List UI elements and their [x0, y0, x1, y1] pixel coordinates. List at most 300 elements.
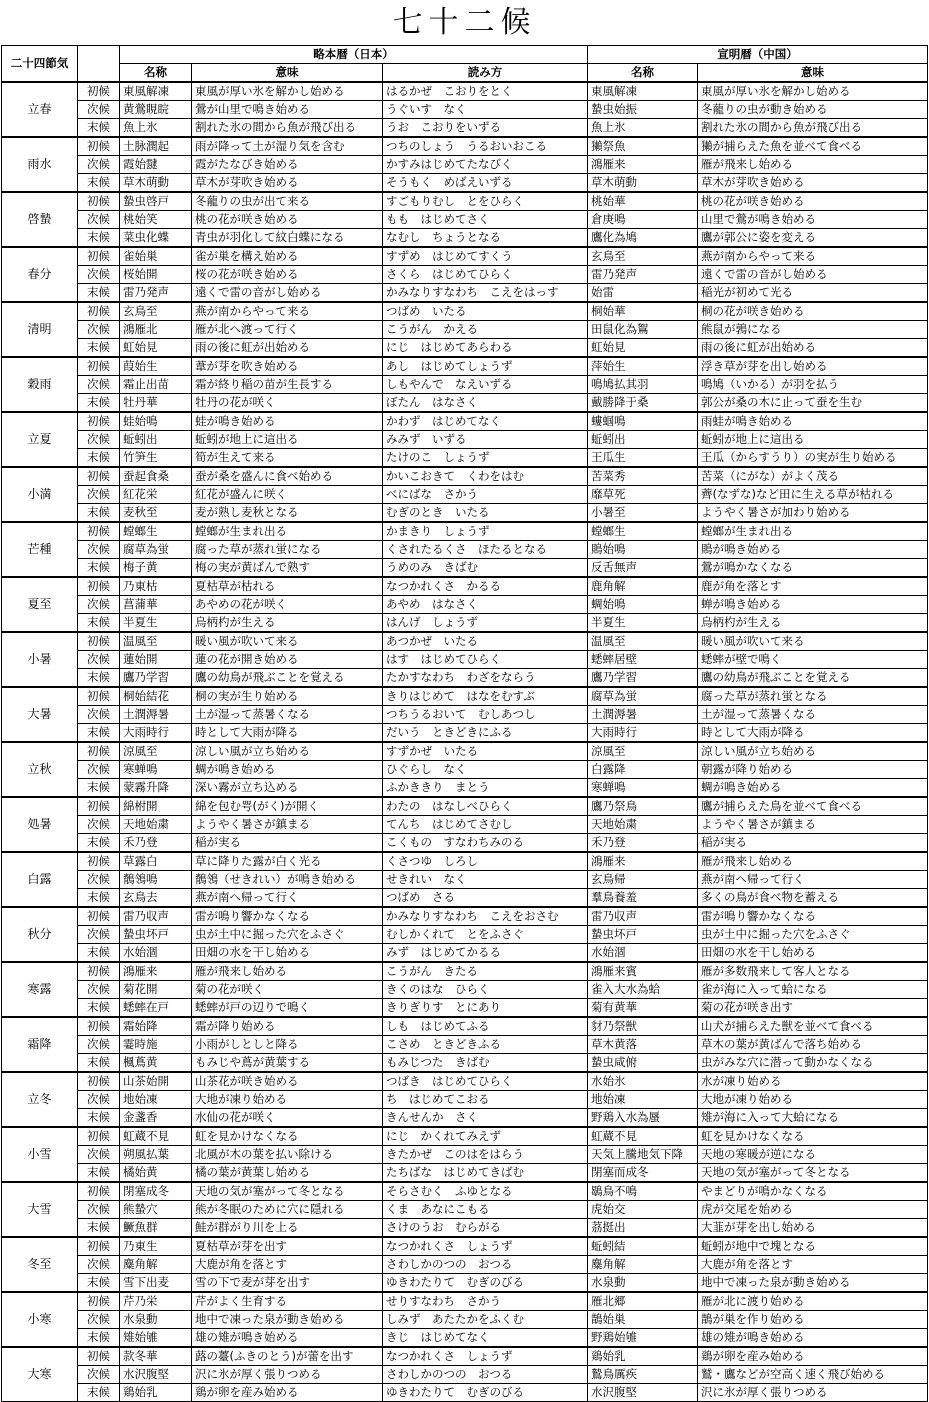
kou-cell: 初候: [78, 797, 120, 816]
sekki-name: 冬至: [2, 1237, 78, 1292]
cn-meaning-cell: 螳螂が生まれ出る: [698, 522, 928, 541]
table-row: [2, 1091, 928, 1109]
jp-meaning-cell: 烏柄杓が生える: [192, 614, 383, 633]
cn-name-cell: 茘挺出: [588, 1219, 698, 1238]
kou-cell: 次候: [78, 981, 120, 999]
table-row: [2, 1329, 928, 1348]
sekki-name: 立冬: [2, 1072, 78, 1127]
sekki-name: 大寒: [2, 1347, 78, 1402]
kou-cell: 初候: [78, 852, 120, 871]
table-row: [2, 1311, 928, 1329]
table-row: [2, 577, 928, 596]
cn-name-cell: 温風至: [588, 632, 698, 651]
cn-name-cell: 倉庚鳴: [588, 211, 698, 229]
table-row: [2, 192, 928, 211]
table-body: [2, 82, 928, 1402]
cn-meaning-cell: 鹿が角を落とす: [698, 577, 928, 596]
jp-name-cell: 乃東枯: [120, 577, 192, 596]
jp-meaning-cell: 筍が生えて来る: [192, 449, 383, 468]
cn-name-cell: 白露降: [588, 761, 698, 779]
cn-name-cell: 涼風至: [588, 742, 698, 761]
kou-cell: 末候: [78, 284, 120, 303]
cn-name-cell: 鹿角解: [588, 577, 698, 596]
table-row: [2, 486, 928, 504]
jp-name-cell: 鴻雁北: [120, 321, 192, 339]
jp-meaning-cell: 雁が北へ渡って行く: [192, 321, 383, 339]
reading-cell: べにばな さかう: [383, 486, 588, 504]
jp-name-cell: 涼風至: [120, 742, 192, 761]
kou-cell: 末候: [78, 559, 120, 578]
jp-meaning-cell: 割れた氷の間から魚が飛び出る: [192, 119, 383, 138]
cn-name-cell: 玄鳥至: [588, 247, 698, 266]
cn-name-cell: 麋角解: [588, 1256, 698, 1274]
jp-meaning-cell: 時として大雨が降る: [192, 724, 383, 743]
table-row: [2, 834, 928, 853]
sekki-name: 雨水: [2, 137, 78, 192]
cn-name-cell: 萍始生: [588, 357, 698, 376]
cn-meaning-cell: 薺(なずな)など田に生える草が枯れる: [698, 486, 928, 504]
cn-name-cell: 螳螂生: [588, 522, 698, 541]
header-cn-name: 名称: [588, 64, 698, 83]
jp-meaning-cell: 夏枯草が芽を出す: [192, 1237, 383, 1256]
reading-cell: つちのしょう うるおいおこる: [383, 137, 588, 156]
jp-name-cell: 蟄虫坏戸: [120, 926, 192, 944]
jp-meaning-cell: 蚯蚓が地上に這出る: [192, 431, 383, 449]
kou-cell: 初候: [78, 247, 120, 266]
jp-name-cell: 鶺鴒鳴: [120, 871, 192, 889]
reading-cell: きりはじめて はなをむすぶ: [383, 687, 588, 706]
table-row: [2, 247, 928, 266]
cn-name-cell: 鴻雁来: [588, 852, 698, 871]
reading-cell: せきれい なく: [383, 871, 588, 889]
cn-name-cell: 腐草為蛍: [588, 687, 698, 706]
jp-meaning-cell: 涼しい風が立ち始める: [192, 742, 383, 761]
kou-cell: 初候: [78, 632, 120, 651]
jp-meaning-cell: 雁が飛来し始める: [192, 962, 383, 981]
cn-meaning-cell: 田畑の水を干し始める: [698, 944, 928, 963]
table-row: [2, 137, 928, 156]
table-row: [2, 541, 928, 559]
kou-cell: 末候: [78, 1329, 120, 1348]
jp-name-cell: 橘始黄: [120, 1164, 192, 1183]
jp-name-cell: 乃東生: [120, 1237, 192, 1256]
kou-cell: 次候: [78, 211, 120, 229]
table-row: [2, 1384, 928, 1402]
jp-name-cell: 霜止出苗: [120, 376, 192, 394]
reading-cell: にじ はじめてあらわる: [383, 339, 588, 358]
cn-name-cell: 東風解凍: [588, 82, 698, 101]
kou-cell: 初候: [78, 302, 120, 321]
jp-meaning-cell: 暖い風が吹いて来る: [192, 632, 383, 651]
cn-meaning-cell: 獺が捕らえた魚を並べて食べる: [698, 137, 928, 156]
table-row: [2, 412, 928, 431]
sekki-name: 芒種: [2, 522, 78, 577]
reading-cell: うお こおりをいずる: [383, 119, 588, 138]
kou-cell: 末候: [78, 229, 120, 248]
jp-name-cell: 霞始靆: [120, 156, 192, 174]
cn-meaning-cell: 燕が南へ帰って行く: [698, 871, 928, 889]
jp-meaning-cell: 螳螂が生まれ出る: [192, 522, 383, 541]
cn-meaning-cell: 雷が鳴り響かなくなる: [698, 907, 928, 926]
cn-name-cell: 虎始交: [588, 1201, 698, 1219]
reading-cell: きくのはな ひらく: [383, 981, 588, 999]
table-row: [2, 852, 928, 871]
jp-name-cell: 牡丹華: [120, 394, 192, 413]
table-row: [2, 761, 928, 779]
cn-name-cell: 蚯蚓結: [588, 1237, 698, 1256]
jp-meaning-cell: 冬蘢りの虫が出て来る: [192, 192, 383, 211]
jp-name-cell: 大雨時行: [120, 724, 192, 743]
jp-meaning-cell: 蚕が桑を盛んに食べ始める: [192, 467, 383, 486]
reading-cell: うめのみ きばむ: [383, 559, 588, 578]
cn-meaning-cell: 蚯蚓が地中で塊となる: [698, 1237, 928, 1256]
reading-cell: だいう ときどきにふる: [383, 724, 588, 743]
cn-meaning-cell: 雁が多数飛来して客人となる: [698, 962, 928, 981]
jp-name-cell: 桐始結花: [120, 687, 192, 706]
kou-cell: 初候: [78, 962, 120, 981]
table-row: [2, 687, 928, 706]
jp-meaning-cell: 虫が土中に掘った穴をふさぐ: [192, 926, 383, 944]
cn-meaning-cell: 鵙が鳴き始める: [698, 541, 928, 559]
kou-cell: 次候: [78, 486, 120, 504]
reading-cell: みず はじめてかるる: [383, 944, 588, 963]
reading-cell: なつかれくさ かるる: [383, 577, 588, 596]
cn-meaning-cell: 蝉が鳴き始める: [698, 596, 928, 614]
jp-name-cell: 土脉潤起: [120, 137, 192, 156]
jp-name-cell: 金盞香: [120, 1109, 192, 1128]
kou-cell: 末候: [78, 999, 120, 1018]
table-row: [2, 742, 928, 761]
kou-cell: 初候: [78, 137, 120, 156]
cn-name-cell: 水沢腹堅: [588, 1384, 698, 1402]
reading-cell: きんせんか さく: [383, 1109, 588, 1128]
jp-name-cell: 鷹乃学習: [120, 669, 192, 688]
kou-cell: 初候: [78, 82, 120, 101]
jp-meaning-cell: 燕が南からやって来る: [192, 302, 383, 321]
jp-meaning-cell: 深い霧が立ち込める: [192, 779, 383, 798]
table-row: [2, 1054, 928, 1073]
reading-cell: てんち はじめてさむし: [383, 816, 588, 834]
kou-cell: 初候: [78, 1237, 120, 1256]
jp-name-cell: 玄鳥至: [120, 302, 192, 321]
header-jp-reading: 読み方: [383, 64, 588, 83]
cn-name-cell: 鷹乃学習: [588, 669, 698, 688]
sekki-name: 啓蟄: [2, 192, 78, 247]
cn-name-cell: 雁北郷: [588, 1292, 698, 1311]
jp-name-cell: 山茶始開: [120, 1072, 192, 1091]
jp-name-cell: 霎時施: [120, 1036, 192, 1054]
kou-cell: 初候: [78, 907, 120, 926]
header-sekki: 二十四節気: [2, 46, 78, 83]
table-row: [2, 1036, 928, 1054]
sekki-name: 白露: [2, 852, 78, 907]
cn-meaning-cell: 鶏が卵を産み始める: [698, 1347, 928, 1366]
cn-name-cell: 鶏始乳: [588, 1347, 698, 1366]
table-row: [2, 1017, 928, 1036]
cn-meaning-cell: 稲が実る: [698, 834, 928, 853]
sekki-name: 夏至: [2, 577, 78, 632]
cn-name-cell: 鳴鳩払其羽: [588, 376, 698, 394]
jp-name-cell: 菜虫化蝶: [120, 229, 192, 248]
reading-cell: なむし ちょうとなる: [383, 229, 588, 248]
jp-name-cell: 水泉動: [120, 1311, 192, 1329]
table-row: [2, 504, 928, 523]
reading-cell: みみず いずる: [383, 431, 588, 449]
kou-cell: 次候: [78, 926, 120, 944]
jp-name-cell: 蚯蚓出: [120, 431, 192, 449]
cn-meaning-cell: 大鹿が角を落とす: [698, 1256, 928, 1274]
cn-name-cell: 鷹化為鳩: [588, 229, 698, 248]
seventy-two-kou-table: [1, 45, 928, 1402]
reading-cell: たちばな はじめてきばむ: [383, 1164, 588, 1183]
kou-cell: 末候: [78, 394, 120, 413]
kou-cell: 末候: [78, 1164, 120, 1183]
cn-meaning-cell: 大韮が芽を出し始める: [698, 1219, 928, 1238]
kou-cell: 末候: [78, 779, 120, 798]
kou-cell: 次候: [78, 321, 120, 339]
cn-meaning-cell: 鷲・鷹などが空高く速く飛び始める: [698, 1366, 928, 1384]
kou-cell: 次候: [78, 1366, 120, 1384]
kou-cell: 初候: [78, 1072, 120, 1091]
cn-meaning-cell: 郭公が桑の木に止って蚕を生む: [698, 394, 928, 413]
kou-cell: 末候: [78, 1384, 120, 1402]
jp-name-cell: 麋角解: [120, 1256, 192, 1274]
reading-cell: つばき はじめてひらく: [383, 1072, 588, 1091]
cn-name-cell: 螻蝈鳴: [588, 412, 698, 431]
table-row: [2, 1274, 928, 1293]
cn-name-cell: 虹蔵不見: [588, 1127, 698, 1146]
jp-meaning-cell: 稲が実る: [192, 834, 383, 853]
jp-name-cell: 温風至: [120, 632, 192, 651]
cn-meaning-cell: 天地の気が塞がって冬となる: [698, 1164, 928, 1183]
table-row: [2, 596, 928, 614]
jp-name-cell: 菊花開: [120, 981, 192, 999]
header-japan: 略本暦（日本）: [120, 46, 588, 64]
jp-name-cell: 款冬華: [120, 1347, 192, 1366]
table-row: [2, 614, 928, 633]
kou-cell: 次候: [78, 871, 120, 889]
reading-cell: なつかれくさ しょうず: [383, 1347, 588, 1366]
jp-meaning-cell: 鶺鴒（せきれい）が鳴き始める: [192, 871, 383, 889]
header-kou-blank: [78, 46, 120, 83]
jp-meaning-cell: 芹がよく生育する: [192, 1292, 383, 1311]
jp-name-cell: 鱖魚群: [120, 1219, 192, 1238]
reading-cell: さけのうお むらがる: [383, 1219, 588, 1238]
kou-cell: 初候: [78, 742, 120, 761]
table-row: [2, 1219, 928, 1238]
cn-meaning-cell: 天地の寒暖が逆になる: [698, 1146, 928, 1164]
cn-meaning-cell: 稲光が初めて光る: [698, 284, 928, 303]
cn-meaning-cell: 虎が交尾を始める: [698, 1201, 928, 1219]
cn-meaning-cell: 冬蘢りの虫が動き始める: [698, 101, 928, 119]
cn-name-cell: 羣鳥養羞: [588, 889, 698, 908]
cn-name-cell: 鷹乃祭鳥: [588, 797, 698, 816]
cn-meaning-cell: 沢に氷が厚く張りつめる: [698, 1384, 928, 1402]
jp-name-cell: 桃始笑: [120, 211, 192, 229]
table-row: [2, 1292, 928, 1311]
cn-name-cell: 鷙鳥厲疾: [588, 1366, 698, 1384]
jp-meaning-cell: 桃の花が咲き始める: [192, 211, 383, 229]
jp-name-cell: 竹笋生: [120, 449, 192, 468]
reading-cell: うぐいす なく: [383, 101, 588, 119]
cn-meaning-cell: 暖い風が吹いて来る: [698, 632, 928, 651]
jp-meaning-cell: 雄の雉が鳴き始める: [192, 1329, 383, 1348]
table-row: [2, 82, 928, 101]
cn-name-cell: 蚯蚓出: [588, 431, 698, 449]
cn-name-cell: 閉塞而成冬: [588, 1164, 698, 1183]
cn-meaning-cell: 蟋蟀が壁で鳴く: [698, 651, 928, 669]
sekki-name: 秋分: [2, 907, 78, 962]
jp-name-cell: 草木萌動: [120, 174, 192, 193]
jp-meaning-cell: 紅花が盛んに咲く: [192, 486, 383, 504]
kou-cell: 次候: [78, 266, 120, 284]
sekki-name: 寒露: [2, 962, 78, 1017]
sekki-name: 小寒: [2, 1292, 78, 1347]
cn-name-cell: 田鼠化為鴽: [588, 321, 698, 339]
jp-name-cell: 魚上氷: [120, 119, 192, 138]
table-row: [2, 1164, 928, 1183]
cn-name-cell: 反舌無声: [588, 559, 698, 578]
jp-meaning-cell: 霞がたなびき始める: [192, 156, 383, 174]
jp-name-cell: 寒蝉鳴: [120, 761, 192, 779]
jp-meaning-cell: 霜が降り始める: [192, 1017, 383, 1036]
jp-meaning-cell: 桐の実が生り始める: [192, 687, 383, 706]
cn-meaning-cell: 菊の花が咲き出す: [698, 999, 928, 1018]
header-jp-meaning: 意味: [192, 64, 383, 83]
reading-cell: すずかぜ いたる: [383, 742, 588, 761]
table-row: [2, 302, 928, 321]
cn-meaning-cell: 虹を見かけなくなる: [698, 1127, 928, 1146]
table-row: [2, 1146, 928, 1164]
reading-cell: はるかぜ こおりをとく: [383, 82, 588, 101]
cn-name-cell: 豺乃祭獣: [588, 1017, 698, 1036]
kou-cell: 初候: [78, 192, 120, 211]
kou-cell: 次候: [78, 541, 120, 559]
kou-cell: 末候: [78, 339, 120, 358]
jp-name-cell: 半夏生: [120, 614, 192, 633]
table-row: [2, 1109, 928, 1128]
kou-cell: 末候: [78, 504, 120, 523]
table-row: [2, 1347, 928, 1366]
jp-name-cell: 雪下出麦: [120, 1274, 192, 1293]
table-row: [2, 559, 928, 578]
reading-cell: かみなりすなわち こえをはっす: [383, 284, 588, 303]
kou-cell: 次候: [78, 1091, 120, 1109]
cn-meaning-cell: 地中で凍った泉が動き始める: [698, 1274, 928, 1293]
cn-name-cell: 草木萌動: [588, 174, 698, 193]
kou-cell: 次候: [78, 156, 120, 174]
sekki-name: 立夏: [2, 412, 78, 467]
table-row: [2, 669, 928, 688]
cn-meaning-cell: 蜩が鳴き始める: [698, 779, 928, 798]
jp-meaning-cell: 鶏が卵を産み始める: [192, 1384, 383, 1402]
reading-cell: かみなりすなわち こえをおさむ: [383, 907, 588, 926]
jp-name-cell: 鴻雁来: [120, 962, 192, 981]
reading-cell: なつかれくさ しょうず: [383, 1237, 588, 1256]
cn-name-cell: 蟄虫始振: [588, 101, 698, 119]
reading-cell: そうもく めばえいずる: [383, 174, 588, 193]
cn-meaning-cell: 燕が南からやって来る: [698, 247, 928, 266]
kou-cell: 末候: [78, 174, 120, 193]
cn-name-cell: 玄鳥帰: [588, 871, 698, 889]
table-row: [2, 1072, 928, 1091]
jp-meaning-cell: 地中で凍った泉が動き始める: [192, 1311, 383, 1329]
cn-meaning-cell: 山犬が捕らえた獣を並べて食べる: [698, 1017, 928, 1036]
table-row: [2, 1182, 928, 1201]
table-row: [2, 907, 928, 926]
cn-meaning-cell: 草木が芽吹き始める: [698, 174, 928, 193]
jp-name-cell: 芹乃栄: [120, 1292, 192, 1311]
kou-cell: 初候: [78, 1347, 120, 1366]
table-row: [2, 797, 928, 816]
reading-cell: こうがん きたる: [383, 962, 588, 981]
table-row: [2, 632, 928, 651]
jp-name-cell: 螳螂生: [120, 522, 192, 541]
cn-meaning-cell: 烏柄杓が生える: [698, 614, 928, 633]
table-row: [2, 376, 928, 394]
cn-meaning-cell: 雁が北に渡り始める: [698, 1292, 928, 1311]
sekki-name: 清明: [2, 302, 78, 357]
cn-meaning-cell: 大地が凍り始める: [698, 1091, 928, 1109]
jp-meaning-cell: 土が湿って蒸暑くなる: [192, 706, 383, 724]
jp-name-cell: 虹蔵不見: [120, 1127, 192, 1146]
cn-meaning-cell: 鳴鳩（いかる）が羽を払う: [698, 376, 928, 394]
kou-cell: 初候: [78, 1127, 120, 1146]
jp-meaning-cell: 田畑の水を干し始める: [192, 944, 383, 963]
jp-name-cell: 雷乃収声: [120, 907, 192, 926]
jp-meaning-cell: 雨の後に虹が出始める: [192, 339, 383, 358]
kou-cell: 末候: [78, 669, 120, 688]
kou-cell: 末候: [78, 614, 120, 633]
page-title: 七十二候: [392, 5, 537, 40]
kou-cell: 初候: [78, 1017, 120, 1036]
reading-cell: くされたるくさ ほたるとなる: [383, 541, 588, 559]
cn-name-cell: 天気上騰地気下降: [588, 1146, 698, 1164]
jp-meaning-cell: 蓮の花が開き始める: [192, 651, 383, 669]
table-row: [2, 962, 928, 981]
cn-meaning-cell: ようやく暑さが鎮まる: [698, 816, 928, 834]
jp-meaning-cell: 雀が巣を構え始める: [192, 247, 383, 266]
reading-cell: ふかききり まとう: [383, 779, 588, 798]
jp-name-cell: 腐草為蛍: [120, 541, 192, 559]
reading-cell: そらさむく ふゆとなる: [383, 1182, 588, 1201]
table-row: [2, 101, 928, 119]
cn-name-cell: 小暑至: [588, 504, 698, 523]
reading-cell: かわず はじめてなく: [383, 412, 588, 431]
jp-meaning-cell: 北風が木の葉を払い除ける: [192, 1146, 383, 1164]
cn-name-cell: 鵲始巣: [588, 1311, 698, 1329]
jp-meaning-cell: 山茶花が咲き始める: [192, 1072, 383, 1091]
jp-name-cell: 朔風払葉: [120, 1146, 192, 1164]
jp-meaning-cell: 青虫が羽化して紋白蝶になる: [192, 229, 383, 248]
jp-name-cell: 楓蔦黄: [120, 1054, 192, 1073]
cn-name-cell: 鵙始鳴: [588, 541, 698, 559]
cn-meaning-cell: 東風が厚い氷を解かし始める: [698, 82, 928, 101]
jp-meaning-cell: 水仙の花が咲く: [192, 1109, 383, 1128]
cn-meaning-cell: 鷹が郭公に姿を変える: [698, 229, 928, 248]
reading-cell: こさめ ときどきふる: [383, 1036, 588, 1054]
reading-cell: しも はじめてふる: [383, 1017, 588, 1036]
reading-cell: むぎのとき いたる: [383, 504, 588, 523]
kou-cell: 初候: [78, 357, 120, 376]
cn-name-cell: 桃始華: [588, 192, 698, 211]
table-row: [2, 467, 928, 486]
reading-cell: ぼたん はなさく: [383, 394, 588, 413]
cn-meaning-cell: 王瓜（からすうり）の実が生り始める: [698, 449, 928, 468]
kou-cell: 末候: [78, 724, 120, 743]
cn-name-cell: 鴻雁来: [588, 156, 698, 174]
cn-meaning-cell: 土が湿って蒸暑くなる: [698, 706, 928, 724]
